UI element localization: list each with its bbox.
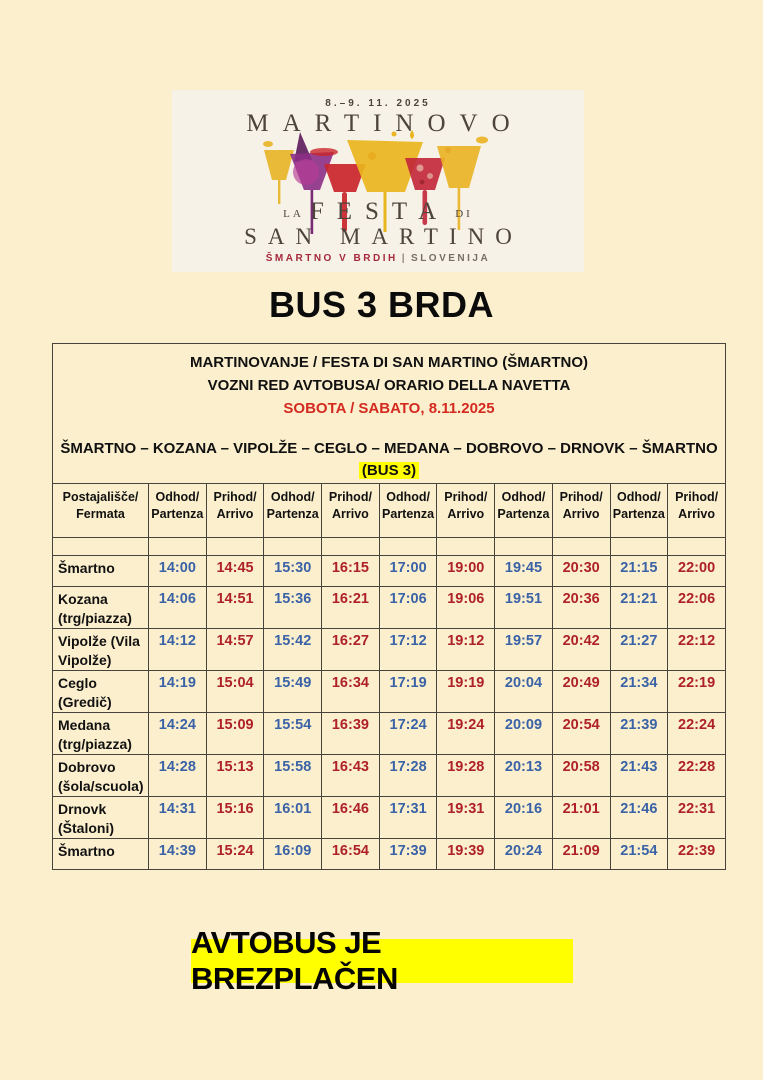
arrival-time: 19:12 — [437, 629, 495, 671]
departure-time: 19:51 — [495, 587, 553, 629]
departure-time: 21:46 — [610, 797, 668, 839]
spacer-cell — [552, 538, 610, 556]
departure-time: 14:12 — [149, 629, 207, 671]
departure-time: 21:34 — [610, 671, 668, 713]
logo-festa-line — [172, 198, 584, 226]
arrival-time: 19:39 — [437, 839, 495, 870]
departure-time: 15:36 — [264, 587, 322, 629]
spacer-cell — [206, 538, 264, 556]
column-header-depart: Odhod/ Partenza — [495, 484, 553, 538]
arrival-time: 19:06 — [437, 587, 495, 629]
spacer-cell — [495, 538, 553, 556]
bus-number-highlight: (BUS 3) — [359, 462, 419, 479]
spacer-cell — [668, 538, 726, 556]
departure-time: 14:24 — [149, 713, 207, 755]
timetable-row — [53, 629, 726, 671]
departure-time: 21:15 — [610, 556, 668, 587]
arrival-time: 16:27 — [322, 629, 380, 671]
timetable-row — [53, 671, 726, 713]
departure-time: 19:45 — [495, 556, 553, 587]
festival-logo — [172, 90, 584, 272]
arrival-time: 16:34 — [322, 671, 380, 713]
arrival-time: 22:06 — [668, 587, 726, 629]
logo-san-martino: SAN MARTINO — [244, 224, 523, 249]
stop-name: Dobrovo (šola/scuola) — [53, 755, 149, 797]
column-header-depart: Odhod/ Partenza — [264, 484, 322, 538]
column-header-arrive: Prihod/ Arrivo — [437, 484, 495, 538]
arrival-time: 22:31 — [668, 797, 726, 839]
departure-time: 20:13 — [495, 755, 553, 797]
arrival-time: 16:39 — [322, 713, 380, 755]
departure-time: 21:21 — [610, 587, 668, 629]
departure-time: 17:06 — [379, 587, 437, 629]
arrival-time: 22:00 — [668, 556, 726, 587]
departure-time: 15:54 — [264, 713, 322, 755]
departure-time: 17:00 — [379, 556, 437, 587]
timetable-row — [53, 587, 726, 629]
column-header-stop: Postajališče/ Fermata — [53, 484, 149, 538]
departure-time: 21:39 — [610, 713, 668, 755]
arrival-time: 15:13 — [206, 755, 264, 797]
arrival-time: 21:01 — [552, 797, 610, 839]
arrival-time: 20:54 — [552, 713, 610, 755]
arrival-time: 16:43 — [322, 755, 380, 797]
spacer-cell — [610, 538, 668, 556]
departure-time: 17:39 — [379, 839, 437, 870]
stop-name: Vipolže (Vila Vipolže) — [53, 629, 149, 671]
departure-time: 14:00 — [149, 556, 207, 587]
column-header-depart: Odhod/ Partenza — [379, 484, 437, 538]
departure-time: 21:43 — [610, 755, 668, 797]
arrival-time: 15:16 — [206, 797, 264, 839]
arrival-time: 20:42 — [552, 629, 610, 671]
departure-time: 19:57 — [495, 629, 553, 671]
logo-title: MARTINOVO — [246, 110, 524, 137]
logo-date: 8.–9. 11. 2025 — [325, 98, 431, 109]
arrival-time: 22:19 — [668, 671, 726, 713]
timetable-row — [53, 556, 726, 587]
logo-festa-la: LA — [283, 208, 304, 220]
stop-name: Šmartno — [53, 556, 149, 587]
spacer-cell — [149, 538, 207, 556]
arrival-time: 16:54 — [322, 839, 380, 870]
arrival-time: 21:09 — [552, 839, 610, 870]
departure-time: 20:24 — [495, 839, 553, 870]
arrival-time: 16:21 — [322, 587, 380, 629]
column-header-arrive: Prihod/ Arrivo — [668, 484, 726, 538]
departure-time: 14:19 — [149, 671, 207, 713]
departure-time: 15:58 — [264, 755, 322, 797]
departure-time: 17:12 — [379, 629, 437, 671]
timetable-date-line: SOBOTA / SABATO, 8.11.2025 — [283, 400, 495, 417]
timetable-bus-line — [54, 460, 724, 482]
stop-name: Šmartno — [53, 839, 149, 870]
arrival-time: 14:51 — [206, 587, 264, 629]
timetable-row — [53, 797, 726, 839]
departure-time: 15:30 — [264, 556, 322, 587]
stop-name: Ceglo (Gredič) — [53, 671, 149, 713]
column-header-arrive: Prihod/ Arrivo — [206, 484, 264, 538]
spacer-cell — [53, 538, 149, 556]
logo-separator: | — [401, 253, 408, 264]
arrival-time: 22:24 — [668, 713, 726, 755]
arrival-time: 16:15 — [322, 556, 380, 587]
departure-time: 15:49 — [264, 671, 322, 713]
timetable-row — [53, 755, 726, 797]
timetable-row — [53, 713, 726, 755]
arrival-time: 14:45 — [206, 556, 264, 587]
arrival-time: 19:00 — [437, 556, 495, 587]
timetable-title-row — [53, 344, 726, 484]
timetable-row — [53, 839, 726, 870]
departure-time: 15:42 — [264, 629, 322, 671]
departure-time: 21:54 — [610, 839, 668, 870]
departure-time: 20:09 — [495, 713, 553, 755]
logo-festa-di: DI — [455, 208, 473, 220]
arrival-time: 20:30 — [552, 556, 610, 587]
spacer-cell — [437, 538, 495, 556]
timetable-title-line2: VOZNI RED AVTOBUSA/ ORARIO DELLA NAVETTA — [207, 377, 571, 394]
logo-footer-line — [172, 253, 584, 264]
stop-name: Drnovk (Štaloni) — [53, 797, 149, 839]
departure-time: 17:24 — [379, 713, 437, 755]
arrival-time: 16:46 — [322, 797, 380, 839]
logo-country: SLOVENIJA — [411, 253, 491, 264]
free-bus-banner: AVTOBUS JE BREZPLAČEN — [191, 939, 573, 983]
timetable-title-cell — [53, 344, 726, 484]
arrival-time: 20:36 — [552, 587, 610, 629]
departure-time: 16:09 — [264, 839, 322, 870]
column-header-arrive: Prihod/ Arrivo — [322, 484, 380, 538]
arrival-time: 20:58 — [552, 755, 610, 797]
column-header-depart: Odhod/ Partenza — [149, 484, 207, 538]
arrival-time: 19:31 — [437, 797, 495, 839]
spacer-cell — [264, 538, 322, 556]
logo-place: ŠMARTNO V BRDIH — [265, 253, 398, 264]
departure-time: 17:28 — [379, 755, 437, 797]
spacer-cell — [379, 538, 437, 556]
column-header-depart: Odhod/ Partenza — [610, 484, 668, 538]
departure-time: 20:16 — [495, 797, 553, 839]
departure-time: 14:28 — [149, 755, 207, 797]
arrival-time: 22:28 — [668, 755, 726, 797]
page-title: BUS 3 BRDA — [268, 284, 495, 325]
arrival-time: 22:39 — [668, 839, 726, 870]
departure-time: 21:27 — [610, 629, 668, 671]
arrival-time: 20:49 — [552, 671, 610, 713]
arrival-time: 19:24 — [437, 713, 495, 755]
timetable-spacer-row — [53, 538, 726, 556]
arrival-time: 14:57 — [206, 629, 264, 671]
timetable — [52, 343, 726, 870]
timetable-header-row — [53, 484, 726, 538]
arrival-time: 15:04 — [206, 671, 264, 713]
departure-time: 14:31 — [149, 797, 207, 839]
stop-name: Medana (trg/piazza) — [53, 713, 149, 755]
arrival-time: 19:28 — [437, 755, 495, 797]
departure-time: 20:04 — [495, 671, 553, 713]
departure-time: 14:06 — [149, 587, 207, 629]
arrival-time: 15:09 — [206, 713, 264, 755]
departure-time: 17:19 — [379, 671, 437, 713]
logo-festa-main: FESTA — [309, 198, 450, 225]
column-header-arrive: Prihod/ Arrivo — [552, 484, 610, 538]
stop-name: Kozana (trg/piazza) — [53, 587, 149, 629]
timetable-route-line: ŠMARTNO – KOZANA – VIPOLŽE – CEGLO – MEDANA – DOBROVO – DRNOVK – ŠMARTNO — [60, 440, 718, 457]
timetable-title-line1: MARTINOVANJE / FESTA DI SAN MARTINO (ŠMARTNO) — [189, 354, 589, 371]
arrival-time: 19:19 — [437, 671, 495, 713]
departure-time: 16:01 — [264, 797, 322, 839]
spacer-cell — [322, 538, 380, 556]
departure-time: 17:31 — [379, 797, 437, 839]
arrival-time: 15:24 — [206, 839, 264, 870]
departure-time: 14:39 — [149, 839, 207, 870]
arrival-time: 22:12 — [668, 629, 726, 671]
